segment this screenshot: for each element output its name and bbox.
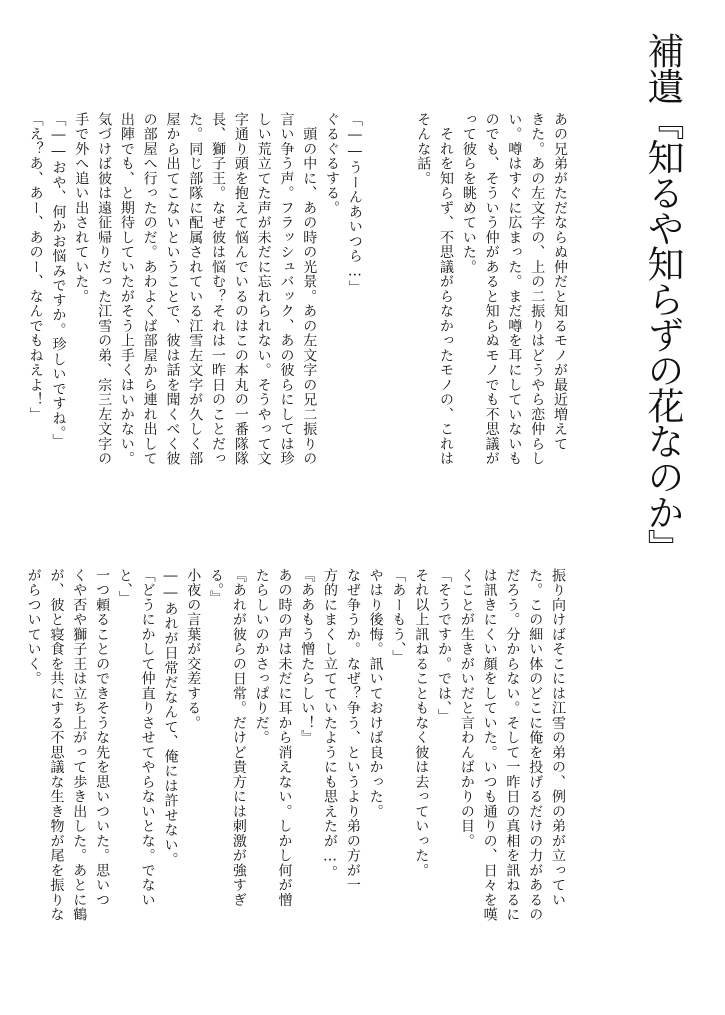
text-line: あの兄弟がただならぬ仲だと知るモノが最近増えて [552, 112, 568, 452]
text-line: 振り向けばそこには江雪の弟の、例の弟が立ってい [550, 568, 566, 908]
text-line: 「どうにかして仲直りさせてやらないとな。でない [139, 568, 156, 908]
text-line: が、彼と寝食を共にする不思議な生き物が尾を振りな [48, 568, 65, 922]
text-line: しい荒立てた声が未だに忘れられない。そうやって文 [255, 112, 272, 466]
text-line: きた。あの左文字の、上の二振りはどうやら恋仲らし [529, 112, 546, 466]
text-line: 「そうですか。では、」 [436, 568, 453, 724]
text-line [366, 112, 389, 494]
text-line: は訊きにくい顔をしていた。いつも通りの、日々を嘆 [481, 568, 498, 922]
text-line: 長、獅子王。なぜ彼は悩む？それは一昨日のことだっ [210, 112, 227, 466]
text-line: やはり後悔。訊いておけば良かった。 [367, 568, 384, 819]
text-line: い。噂はすぐに広まった。まだ噂を耳にしていないも [506, 112, 523, 466]
text-block-bottom [25, 568, 569, 980]
text-line: た。この細い体のどこに俺を投げるだけの力があるの [527, 568, 544, 922]
text-line: たらしいのかさっぱりだ。 [253, 568, 270, 745]
text-line: だろう。分からない。そして一昨日の真相を訊ねるに [504, 568, 521, 922]
text-line: あの時の声は未だに耳から消えない。しかし何が憎 [276, 568, 293, 908]
text-line: 「――うーんあいつら…」 [346, 112, 363, 295]
text-line: る。』 [208, 568, 225, 606]
text-block-top [27, 112, 571, 494]
text-line: 言い争う声。フラッシュバック、あの彼らにしては珍 [278, 112, 295, 466]
text-line: 「あーもう、」 [390, 568, 407, 665]
text-line: ぐるぐるする。 [324, 112, 341, 216]
text-line: 字通り頭を抱えて悩んでいるのはこの本丸の一番隊隊 [232, 112, 249, 466]
text-line [389, 112, 412, 494]
text-line: 小夜の言葉が交差する。 [185, 568, 202, 731]
text-line: 『ああもう憎たらしい！』 [299, 568, 316, 745]
text-line: 頭の中に、あの時の光景。あの左文字の兄二振りの [301, 112, 318, 466]
text-line: くや否や獅子王は立ち上がって歩き出した。あとに鶴 [71, 568, 88, 922]
page-title: 補遺『知るや知らずの花なのか』 [641, 32, 684, 565]
text-line: 「――おや、何かお悩みですか。珍しいですね。」 [50, 112, 67, 449]
text-line: それを知らず、不思議がらなかったモノの、これは [438, 112, 455, 466]
text-line: 方的にまくし立てていたようにも思えたが…。 [322, 568, 339, 880]
text-line: の部屋へ行ったのだ。あわよくば部屋から連れ出して [141, 112, 158, 466]
text-line: なぜ争うか。なぜ？争う、というより弟の方が一 [344, 568, 361, 893]
text-line: と、」 [116, 568, 133, 606]
text-line: 屋から出てこないということで、彼は話を聞くべく彼 [164, 112, 181, 466]
text-line: 手で外へ追い出されていた。 [73, 112, 90, 304]
text-line: それ以上訊ねることもなく彼は去っていった。 [413, 568, 430, 878]
text-line: 一つ頼ることのできそうな先を思いついた。思いつ [94, 568, 111, 908]
text-line: 「え？あ、あー、あのー、なんでもねえよ！」 [27, 112, 44, 422]
text-line: そんな話。 [415, 112, 432, 186]
text-line: がらついていく。 [25, 568, 42, 686]
text-line: 『あれが彼らの日常。だけど貴方には刺激が強すぎ [230, 568, 247, 908]
text-line: 出陣でも、と期待していたがそう上手くはいかない。 [118, 112, 135, 466]
text-line: 気づけば彼は遠征帰りだった江雪の弟、宗三左文字の [96, 112, 113, 466]
text-line: た。同じ部隊に配属されている江雪左文字が久しく部 [187, 112, 204, 466]
text-line: ――あれが日常だなんて、俺には許せない。 [162, 568, 179, 867]
text-line: って彼らを眺めていた。 [460, 112, 477, 275]
text-line: くことが生きがいだと言わんばかりの目。 [458, 568, 475, 849]
text-line: のでも、そういう仲があると知らぬモノでも不思議が [483, 112, 500, 466]
